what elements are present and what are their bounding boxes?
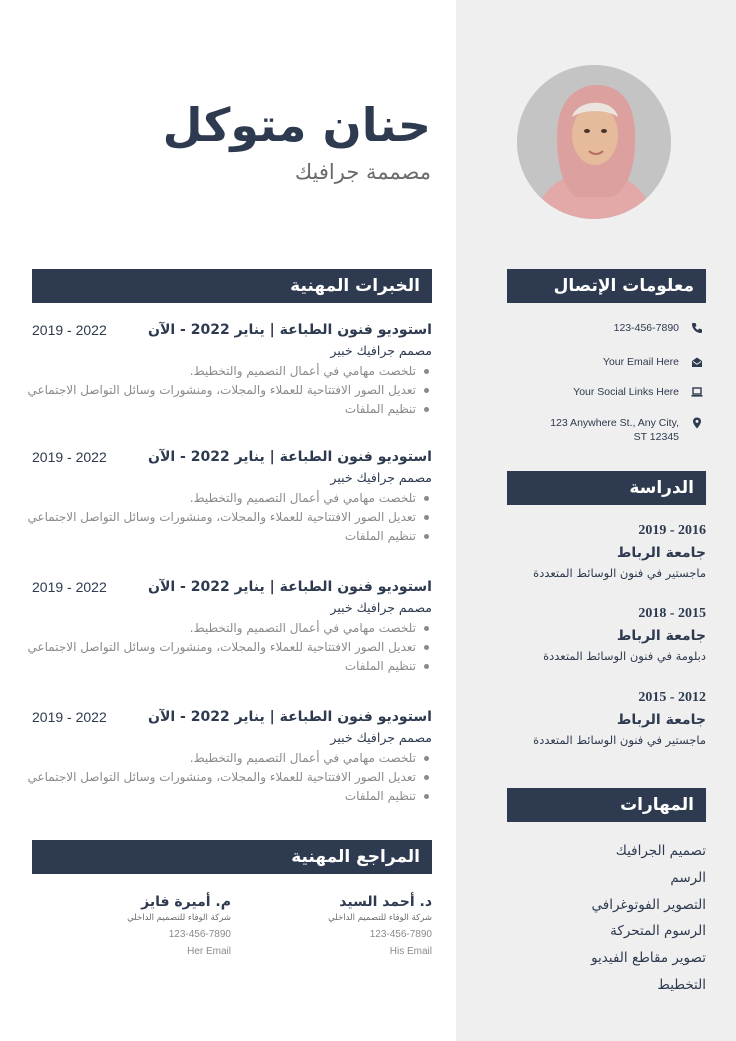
reference-name: د. أحمد السيد — [339, 894, 432, 910]
education-section-header: الدراسة — [507, 471, 706, 505]
experience-heading: استوديو فنون الطباعة | يناير 2022 - الآن — [148, 579, 432, 595]
reference-card — [292, 894, 432, 957]
experience-heading: استوديو فنون الطباعة | يناير 2022 - الآن — [148, 449, 432, 465]
contact-address-line2: ST 12345 — [633, 431, 679, 443]
contact-section-header: معلومات الإتصال — [507, 269, 706, 303]
education-years: 2012 - 2015 — [638, 690, 706, 705]
experience-bullet: تنظيم الملفات — [32, 527, 432, 546]
experience-role: مصمم جرافيك خبير — [330, 470, 432, 485]
location-pin-icon — [691, 417, 703, 429]
experience-bullet: تعديل الصور الافتتاحية للعملاء والمجلات، ومنشورات وسائل التواصل الاجتماعي — [32, 768, 432, 787]
contact-phone-text: 123-456-7890 — [613, 322, 679, 334]
skill-item: الرسوم المتحركة — [610, 923, 706, 940]
experience-years: 2019 - 2022 — [32, 449, 107, 465]
education-school: جامعة الرباط — [616, 628, 706, 644]
experience-bullet: تنظيم الملفات — [32, 400, 432, 419]
education-years: 2015 - 2018 — [638, 606, 706, 621]
education-entry — [507, 523, 706, 580]
skill-item: التصوير الفوتوغرافي — [591, 896, 706, 913]
experience-role: مصمم جرافيك خبير — [330, 343, 432, 358]
education-entry — [507, 606, 706, 663]
envelope-icon — [691, 356, 703, 368]
skill-item: الرسم — [670, 869, 706, 886]
skill-item: تصميم الجرافيك — [615, 843, 706, 859]
contact-social — [515, 385, 707, 405]
experience-bullet: تلخصت مهامي في أعمال التصميم والتخطيط. — [32, 362, 432, 381]
skill-item: التخطيط — [657, 976, 706, 993]
experience-entry — [27, 322, 432, 432]
experience-bullet: تلخصت مهامي في أعمال التصميم والتخطيط. — [32, 489, 432, 508]
experience-bullet: تنظيم الملفات — [32, 657, 432, 676]
education-entry — [507, 690, 706, 747]
experience-years: 2019 - 2022 — [32, 322, 107, 338]
skills-list — [507, 838, 706, 999]
contact-email-text: Your Email Here — [602, 356, 679, 368]
experience-bullets — [27, 362, 432, 419]
experience-role: مصمم جرافيك خبير — [330, 730, 432, 745]
skills-section-header: المهارات — [507, 788, 706, 822]
education-degree: ماجستير في فنون الوسائط المتعددة — [533, 733, 706, 747]
education-years: 2016 - 2019 — [638, 523, 706, 538]
experience-entry — [27, 579, 432, 689]
experience-bullet: تعديل الصور الافتتاحية للعملاء والمجلات، ومنشورات وسائل التواصل الاجتماعي — [32, 638, 432, 657]
experience-bullet: تعديل الصور الافتتاحية للعملاء والمجلات، ومنشورات وسائل التواصل الاجتماعي — [32, 381, 432, 400]
education-school: جامعة الرباط — [616, 712, 706, 728]
experience-bullets — [27, 489, 432, 546]
references-section-header: المراجع المهنية — [32, 840, 432, 874]
experience-section-header: الخبرات المهنية — [32, 269, 432, 303]
contact-address-text — [550, 416, 679, 444]
reference-company: شركة الوفاء للتصميم الداخلي — [328, 913, 432, 923]
experience-years: 2019 - 2022 — [32, 579, 107, 595]
experience-bullet: تعديل الصور الافتتاحية للعملاء والمجلات، ومنشورات وسائل التواصل الاجتماعي — [32, 508, 432, 527]
experience-bullet: تنظيم الملفات — [32, 787, 432, 806]
education-degree: دبلومة في فنون الوسائط المتعددة — [543, 649, 706, 663]
contact-address — [515, 416, 707, 446]
experience-entry — [27, 449, 432, 559]
contact-email — [515, 355, 707, 375]
experience-heading: استوديو فنون الطباعة | يناير 2022 - الآن — [148, 322, 432, 338]
experience-role: مصمم جرافيك خبير — [330, 600, 432, 615]
experience-entry — [27, 709, 432, 819]
reference-email: Her Email — [187, 946, 231, 957]
job-title: مصممة جرافيك — [294, 160, 431, 184]
experience-bullets — [27, 619, 432, 676]
experience-bullet: تلخصت مهامي في أعمال التصميم والتخطيط. — [32, 619, 432, 638]
contact-social-text: Your Social Links Here — [573, 386, 679, 398]
reference-company: شركة الوفاء للتصميم الداخلي — [127, 913, 231, 923]
education-degree: ماجستير في فنون الوسائط المتعددة — [533, 566, 706, 580]
contact-phone — [515, 321, 707, 341]
experience-bullets — [27, 749, 432, 806]
experience-heading: استوديو فنون الطباعة | يناير 2022 - الآن — [148, 709, 432, 725]
reference-card — [91, 894, 231, 957]
experience-years: 2019 - 2022 — [32, 709, 107, 725]
phone-icon — [691, 322, 703, 334]
reference-name: م. أميرة فايز — [141, 894, 231, 910]
profile-photo — [517, 65, 671, 219]
reference-email: His Email — [389, 946, 432, 957]
person-name: حنان متوكل — [162, 98, 431, 152]
contact-address-line1: 123 Anywhere St., Any City, — [550, 417, 679, 429]
reference-phone: 123-456-7890 — [369, 929, 432, 940]
education-school: جامعة الرباط — [616, 545, 706, 561]
skill-item: تصوير مقاطع الفيديو — [591, 950, 706, 967]
experience-bullet: تلخصت مهامي في أعمال التصميم والتخطيط. — [32, 749, 432, 768]
laptop-icon — [691, 386, 703, 398]
reference-phone: 123-456-7890 — [168, 929, 231, 940]
